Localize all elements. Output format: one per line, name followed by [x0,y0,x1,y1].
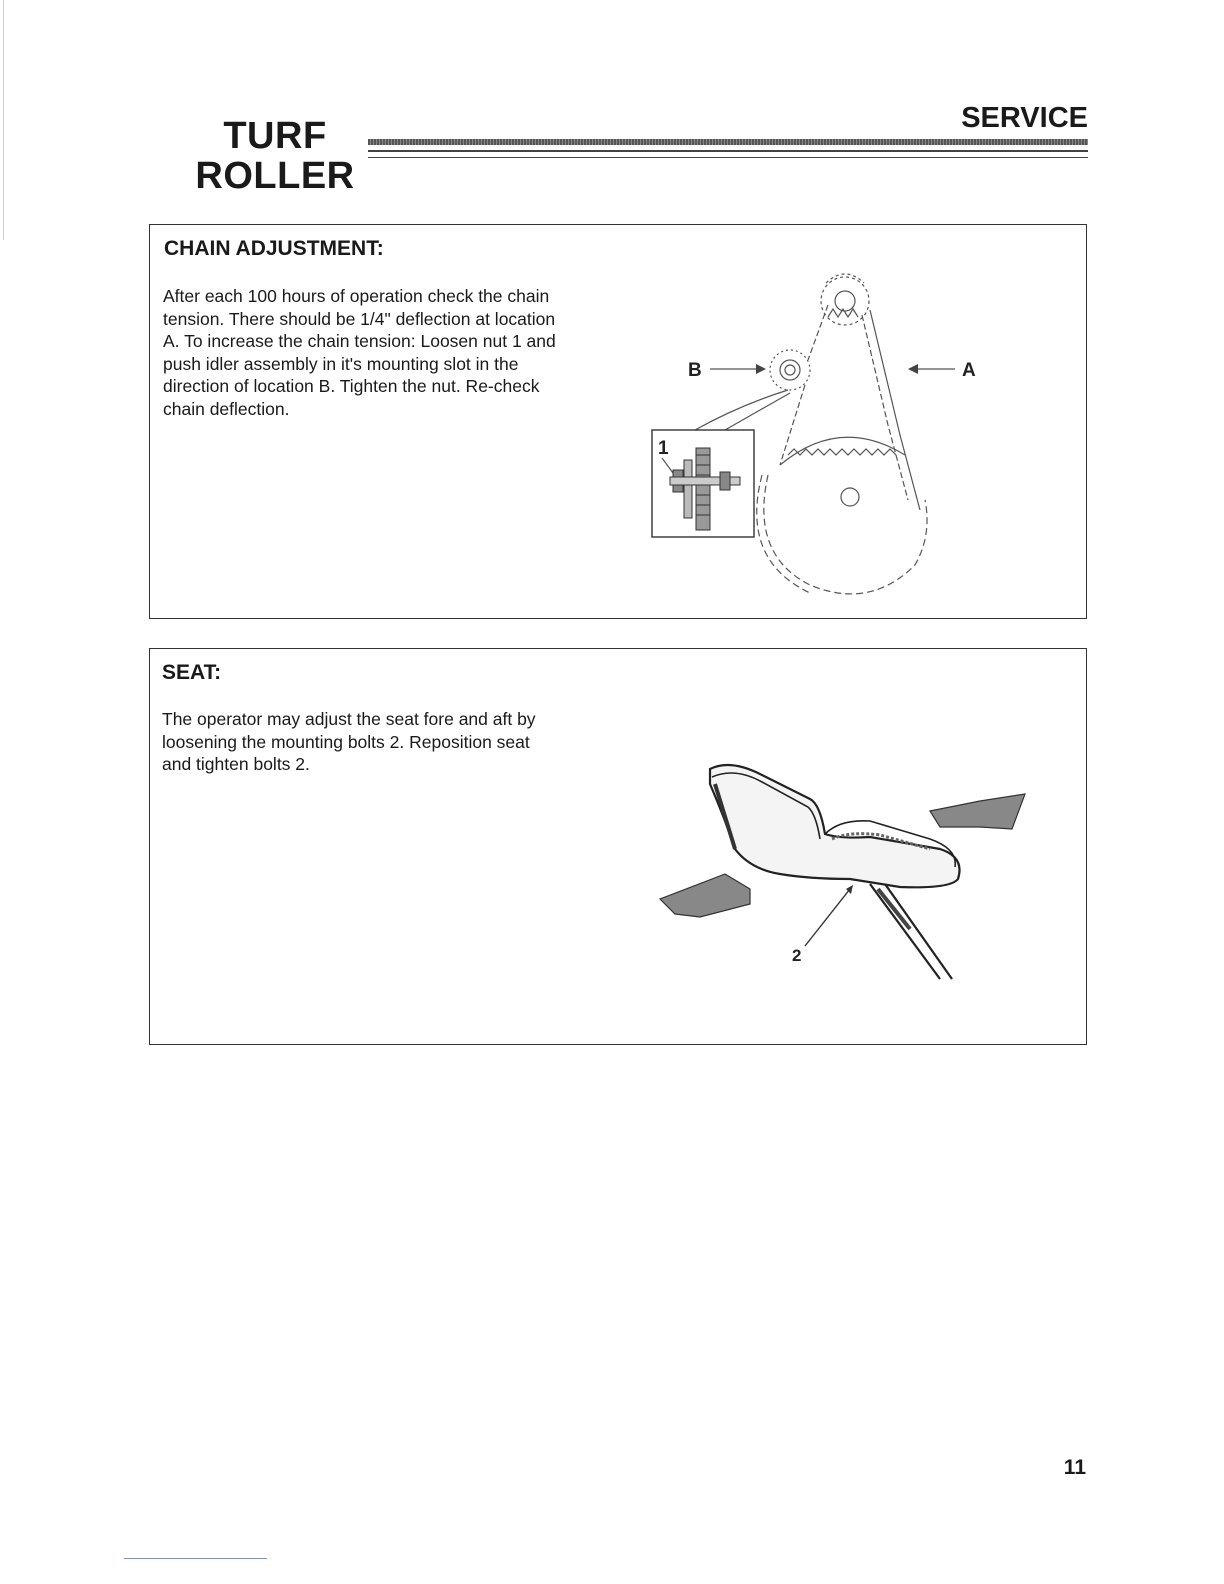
section-title [190,116,360,196]
chain-adjustment-panel [149,224,1087,619]
seat-text [162,708,632,776]
chain-text-line: tension. There should be 1/4" deflection at location [163,308,556,329]
chain-text-line: chain deflection. [163,398,290,419]
idler-detail-inset [652,430,754,537]
title-line-2: ROLLER [195,155,355,197]
title-line-1: TURF [223,115,327,157]
chain-adjustment-heading: CHAIN ADJUSTMENT: [164,237,384,260]
header-rule-thin-2 [368,157,1088,158]
header-rule-thick [368,139,1088,145]
seat-support [870,884,952,979]
label-a: A [962,360,976,381]
seat-diagram [640,739,1040,989]
chain-text-line: After each 100 hours of operation check the chain [163,286,550,306]
service-label: SERVICE [961,102,1088,134]
chain-text-line: direction of location B. Tighten the nut. Re-check [163,376,540,396]
seat-shell [710,765,960,887]
aft-arrow-icon [660,874,750,917]
location-a-marker [908,360,976,381]
page-number: 11 [1063,1456,1086,1479]
header-rule-thin-1 [368,150,1088,152]
chain-text-line: A. To increase the chain tension: Loosen nut 1 and [163,331,556,351]
label-nut-1: 1 [658,438,669,459]
label-bolts-2: 2 [792,946,802,965]
bottom-link-line [124,1558,267,1559]
seat-panel [149,648,1087,1045]
seat-text-line: and tighten bolts 2. [162,754,310,774]
left-margin-line [3,0,4,240]
fore-arrow-icon [930,794,1025,829]
seat-text-line: The operator may adjust the seat fore and aft by [162,709,536,729]
idler-sprocket [770,350,810,390]
label-b: B [688,360,702,381]
location-b-marker [688,360,766,381]
drive-sprocket [821,277,869,325]
chain-drive-diagram [640,265,1060,610]
chain-text-line: push idler assembly in it's mounting slot in the [163,353,519,374]
seat-heading: SEAT: [162,661,222,684]
seat-text-line: loosening the mounting bolts 2. Reposition seat [162,731,530,752]
chain-adjustment-text [163,285,633,420]
roller-gear [757,437,927,594]
